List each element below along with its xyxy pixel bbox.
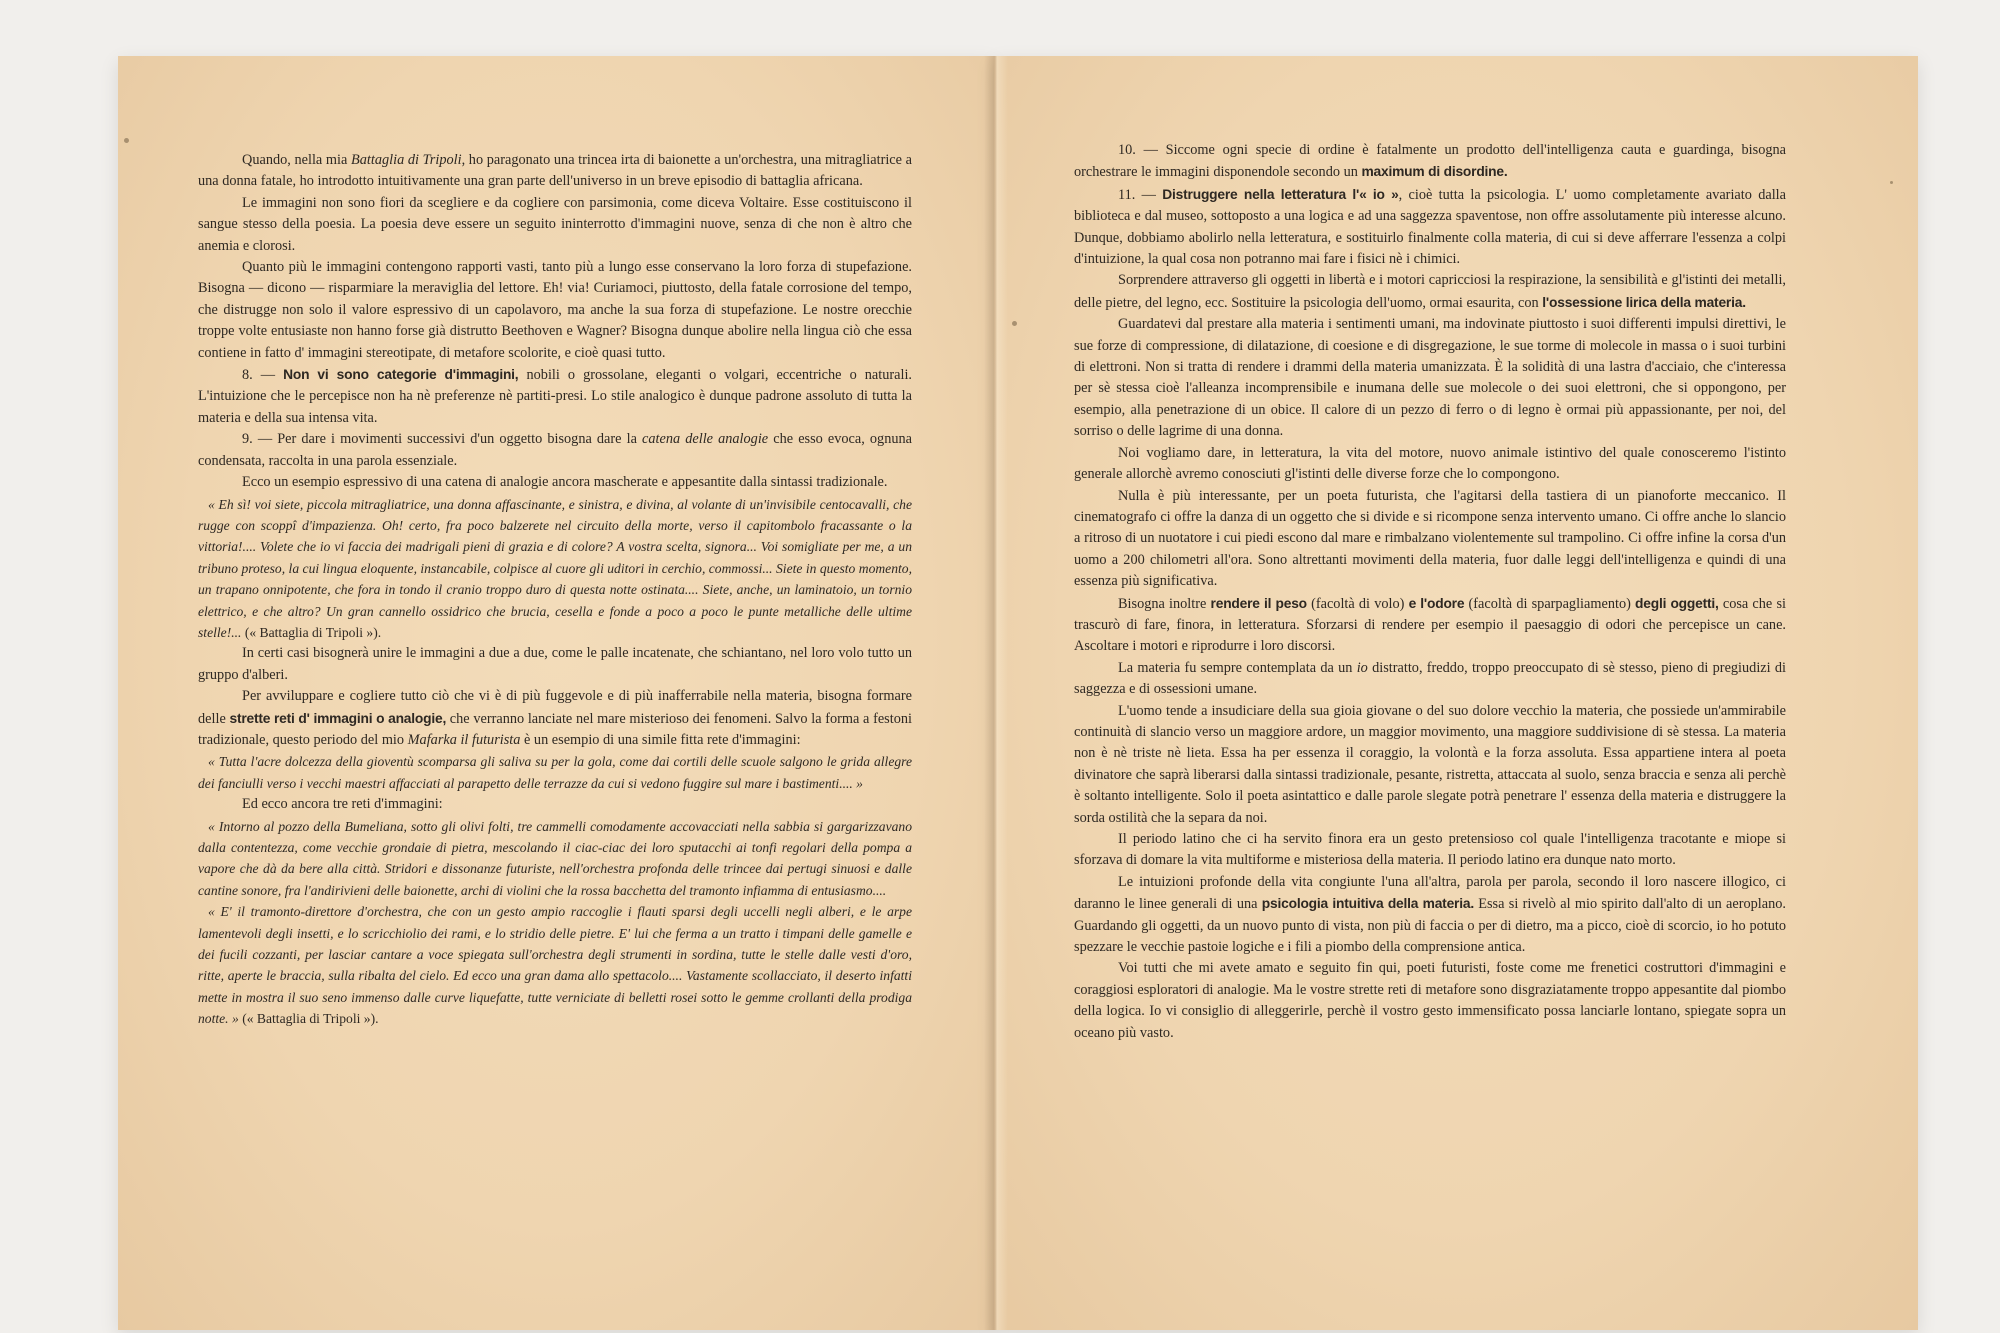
- bold-phrase: strette reti d' immagini o analogie,: [229, 710, 447, 726]
- paragraph: [1074, 658, 1786, 701]
- text-run: (facoltà di volo): [1306, 595, 1409, 612]
- paragraph: [198, 686, 912, 751]
- text-run: nobili o grossolane, eleganti o volgari, eccentriche o naturali. L'intuizione che le percepisce non ha nè preferenze nè partiti-presi. Lo stile analogico è dunque padrone assoluto di tutta la materia e della sua intensa vita.: [198, 367, 912, 426]
- paragraph: [1074, 701, 1786, 829]
- text-run: Essa si rivelò al mio spirito dall'alto di un aeroplano. Guardando gli oggetti, da un nuovo punto di vista, non più di faccia o per di dietro, ma a picco, cioè di scorcio, io ho potuto spezzare le vecchie pastoie logiche e i fili a piombo della comprensione antica.: [1074, 896, 1786, 956]
- text-run: 10. — Siccome ogni specie di ordine è fatalmente un prodotto dell'intelligenza cauta e guardinga, bisogna orchestrare le immagini disponendole secondo un: [1074, 142, 1786, 181]
- bold-phrase: Distruggere nella letteratura l'« io »: [1162, 186, 1399, 202]
- bold-phrase: e l'odore: [1408, 595, 1465, 611]
- text-run: Bisogna inoltre: [1118, 595, 1211, 612]
- right-page: [994, 56, 1918, 1330]
- quotation-paragraph: [198, 901, 912, 1029]
- left-page: [118, 56, 994, 1330]
- paragraph: [1074, 593, 1786, 658]
- text-run: cosa che si trascurò di fare, finora, in letteratura. Sforzarsi di rendere per esempio il paesaggio di odori che percepisce un cane. Ascoltare i motori e riprodurre i loro discorsi.: [1074, 595, 1786, 655]
- bold-phrase: l'ossessione lirica della materia.: [1542, 294, 1746, 310]
- paragraph: [198, 794, 912, 815]
- text-run: Per avviluppare e cogliere tutto ciò che vi è di più fuggevole e di più inafferrabile nella materia, bisogna formare delle: [198, 688, 912, 727]
- page-speck: [1012, 321, 1017, 326]
- book-gutter: [984, 56, 1008, 1330]
- text-run: 8. —: [242, 367, 284, 384]
- paragraph: [1074, 958, 1786, 1044]
- text-run: , ho paragonato una trincea irta di baionette a un'orchestra, una mitragliatrice a una donna fatale, ho introdotto intuitivamente una gran parte dell'universo in un breve episodio di battaglia africana.: [198, 152, 912, 190]
- text-run: Il periodo latino che ci ha servito finora era un gesto pretensioso col quale l'intelligenza tracotante e miope si sforzava di domare la vita multiforme e misteriosa della materia. Il periodo latino era dunque nato morto.: [1074, 831, 1786, 869]
- paragraph: [1074, 829, 1786, 872]
- page-speck: [1890, 181, 1893, 184]
- quotation-paragraph: [198, 751, 912, 794]
- text-run: Le intuizioni profonde della vita congiunte l'una all'altra, parola per parola, secondo il loro nascere illogico, ci daranno le linee generali di una: [1074, 873, 1786, 913]
- paragraph: [198, 257, 912, 364]
- italic-phrase: catena delle analogie: [642, 431, 769, 448]
- text-run: Quando, nella mia: [242, 152, 351, 168]
- paragraph: [198, 193, 912, 257]
- text-run: è un esempio di una simile fitta rete d'immagini:: [520, 731, 801, 748]
- paragraph: [1074, 184, 1786, 271]
- text-run: (« Battaglia di Tripoli »).: [244, 624, 382, 640]
- bold-phrase: maximum di disordine.: [1361, 164, 1508, 180]
- italic-phrase: Battaglia di Tripoli: [351, 152, 462, 168]
- left-page-text: [198, 150, 912, 1030]
- text-run: 9. — Per dare i movimenti successivi d'un oggetto bisogna dare la: [242, 431, 643, 448]
- text-run: Guardatevi dal prestare alla materia i sentimenti umani, ma indovinate piuttosto i suoi differenti impulsi direttivi, le sue forze di compressione, di dilatazione, di coesione e di disgregazione, le sue torme di molecole in massa o i suoi turbini di elettroni. Non si tratta di rendere i drammi della materia umanizzata. È la solidità di una lastra d'acciaio, che c'interessa per sè stessa cioè l'alleanza incomprensibile e inumana delle sue molecole o dei suoi elettroni, che si oppongono, per esempio, alla penetrazione di un obice. Il calore di un pezzo di ferro o di legno è ormai più appassionante, per noi, del sorriso o delle lagrime di una donna.: [1074, 316, 1786, 440]
- bold-phrase: Non vi sono categorie d'immagini,: [283, 367, 519, 383]
- bold-phrase: degli oggetti,: [1635, 595, 1719, 611]
- text-run: Le immagini non sono fiori da scegliere e da cogliere con parsimonia, come diceva Voltaire. Esse costituiscono il sangue stesso della poesia. La poesia deve essere un seguito ininterrotto d'immagini nuove, senza di che non è altro che anemia e clorosi.: [198, 194, 912, 254]
- text-run: (« Battaglia di Tripoli »).: [242, 1011, 379, 1027]
- text-run: Quanto più le immagini contengono rapporti vasti, tanto più a lungo esse conservano la loro forza di stupefazione. Bisogna — dicono — risparmiare la meraviglia del lettore. Eh! via! Curiamoci, piuttosto, della fatale corrosione del tempo, che distrugge non solo il valore espressivo di un capolavoro, ma anche la sua forza di stupefazione. Le nostre orecchie troppe volte entusiaste non hanno forse già distrutto Beethoven e Wagner? Bisogna dunque abolire nella lingua ciò che essa contiene in fatto d' immagini stereotipate, di metafore scolorite, e cioè quasi tutto.: [198, 259, 912, 361]
- book-spread: [118, 56, 1918, 1330]
- quotation-paragraph: [198, 816, 912, 902]
- paragraph: [1074, 486, 1786, 593]
- page-speck: [124, 138, 129, 143]
- bold-phrase: psicologia intuitiva della materia.: [1261, 896, 1474, 912]
- italic-phrase: io: [1356, 659, 1368, 676]
- paragraph: [198, 429, 912, 472]
- text-run: In certi casi bisognerà unire le immagini a due a due, come le palle incatenate, che schiantano, nel loro volo tutto un gruppo d'alberi.: [198, 645, 912, 683]
- text-run: « Tutta l'acre dolcezza della gioventù scomparsa gli saliva su per la gola, come dai cortili delle scuole salgono le grida allegre dei fanciulli verso i vecchi maestri affacciati al parapetto delle terrazze da cui si vedono fuggire sul mare i bastimenti.... »: [198, 754, 912, 791]
- paragraph: [198, 364, 912, 429]
- text-run: Voi tutti che mi avete amato e seguito fin qui, poeti futuristi, foste come me frenetici costruttori d'immagini e coraggiosi esploratori di analogie. Ma le vostre strette reti di metafore sono disgraziatamente troppo appesantite dal piombo della logica. Io vi consiglio di alleggerirle, perchè il vostro gesto immensificato possa lanciarle lontano, spiegate sopra un oceano più vasto.: [1074, 960, 1786, 1041]
- text-run: La materia fu sempre contemplata da un: [1118, 659, 1357, 676]
- text-run: Ecco un esempio espressivo di una catena di analogie ancora mascherate e appesantite dalla sintassi tradizionale.: [242, 474, 888, 491]
- text-run: Noi vogliamo dare, in letteratura, la vita del motore, nuovo animale istintivo del quale conosceremo l'istinto generale allorchè avremo conosciuti gl'istinti delle diverse forze che lo compongono.: [1074, 444, 1786, 483]
- right-page-text: [1074, 140, 1786, 1044]
- paragraph: [198, 472, 912, 493]
- quotation-paragraph: [198, 494, 912, 644]
- paragraph: [1074, 270, 1786, 314]
- text-run: che verranno lanciate nel mare misterioso dei fenomeni. Salvo la forma a festoni tradizionale, questo periodo del mio: [198, 710, 912, 748]
- paragraph: [1074, 872, 1786, 959]
- paragraph: [198, 643, 912, 686]
- text-run: , cioè tutta la psicologia. L' uomo completamente avariato dalla biblioteca e dal museo, sottoposto a una logica e ad una saggezza spaventose, non offre assolutamente più interesse alcuno. Dunque, dobbiamo abolirlo nella letteratura, e sostituirlo finalmente colla materia, di cui si deve afferrare l'essenza a colpi d'intuizione, la qual cosa non potranno mai fare i fisici nè i chimici.: [1074, 186, 1786, 268]
- text-run: che esso evoca, ognuna condensata, raccolta in una parola essenziale.: [198, 431, 912, 469]
- text-run: 11. —: [1118, 186, 1163, 203]
- text-run: Ed ecco ancora tre reti d'immagini:: [242, 796, 443, 813]
- text-run: « E' il tramonto-direttore d'orchestra, che con un gesto ampio raccoglie i flauti sparsi degli uccelli negli alberi, e le arpe lamentevoli degli insetti, e lo scricchiolio dei rami, e lo stridio delle pietre. E' lui che ferma a un tratto i timpani delle gamelle e dei fucili cozzanti, per lasciar cantare a voce spiegata sull'orchestra degli strumenti in sordina, tutte le stelle dalle vesti d'oro, ritte, aperte le braccia, sulla ribalta del cielo. Ed ecco una gran dama allo spettacolo.... Vastamente scollacciato, il deserto infatti mette in mostra il suo seno immenso dalle curve liquefatte, tutte verniciate di belletti rosei sotto le gemme crollanti della prodiga notte. »: [198, 904, 912, 1027]
- text-run: Nulla è più interessante, per un poeta futurista, che l'agitarsi della tastiera di un pianoforte meccanico. Il cinematografo ci offre la danza di un oggetto che si divide e si ricompone senza intervento umano. Ci offre anche lo slancio a ritroso di un nuotatore i cui piedi escono dal mare e rimbalzano violentemente sul trampolino. Ci offre infine la corsa d'un uomo a 200 chilometri all'ora. Sono altrettanti movimenti della materia, fuor dalle leggi dell'intelligenza e quindi di una essenza più significativa.: [1074, 487, 1786, 590]
- text-run: distratto, freddo, troppo preoccupato di sè stesso, pieno di pregiudizi di saggezza e di ossessioni umane.: [1074, 659, 1787, 698]
- paragraph: [198, 150, 912, 193]
- paragraph: [1074, 314, 1786, 442]
- bold-phrase: rendere il peso: [1210, 595, 1307, 611]
- text-run: « Eh sì! voi siete, piccola mitragliatrice, una donna affascinante, e sinistra, e divina, al volante di un'invisibile centocavalli, che rugge con scoppî d'impazienza. Oh! certo, fra poco balzerete nel circuito della morte, verso il capitombolo fracassante o la vittoria!.... Volete che io vi faccia dei madrigali pieni di grazia e di colore? A vostra scelta, signora... Voi somigliate per me, a un tribuno proteso, la cui lingua eloquente, instancabile, colpisce al cuore gli uditori in cerchio, commossi... Siete in questo momento, un trapano onnipotente, che fora in tondo il cranio troppo duro di questa notte ostinata.... Siete, anche, un laminatoio, un tornio elettrico, e che altro? Un gran cannello ossidrico che brucia, cesella e fonde a poco a poco le punte metalliche delle ultime stelle!...: [198, 496, 912, 640]
- paragraph: [1074, 443, 1786, 486]
- text-run: Sorprendere attraverso gli oggetti in libertà e i motori capricciosi la respirazione, la sensibilità e gl'istinti dei metalli, delle pietre, del legno, ecc. Sostituire la psicologia dell'uomo, ormai esaurita, con: [1074, 272, 1786, 311]
- text-run: « Intorno al pozzo della Bumeliana, sotto gli olivi folti, tre cammelli comodamente accovacciati nella sabbia si gargarizzavano dalla contentezza, come vecchie grondaie di pietra, mescolando il ciac-ciac dei loro sputacchi ai tonfi regolari della pompa a vapore che dà da bere alla città. Stridori e dissonanze futuriste, nell'orchestra profonda delle trincee dai pertugi sinuosi e dalle cantine sonore, fra l'andirivieni delle baionette, archi di violini che la rossa bacchetta del tramonto infiamma di entusiasmo....: [198, 818, 912, 898]
- text-run: (facoltà di sparpagliamento): [1464, 595, 1636, 612]
- italic-phrase: Mafarka il futurista: [407, 731, 521, 748]
- text-run: L'uomo tende a insudiciare della sua gioia giovane o del suo dolore vecchio la materia, che possiede un'ammirabile continuità di slancio verso un maggiore ardore, un maggior movimento, una maggiore suddivisione di sè stessa. La materia non è nè triste nè lieta. Essa ha per essenza il coraggio, la volontà e la forza assoluta. Essa appartiene intera al poeta divinatore che saprà liberarsi dalla sintassi tradizionale, pesante, ristretta, attaccata al suolo, senza braccia e senza ali perchè è soltanto intelligente. Solo il poeta asintattico e dalle parole slegate potrà penetrare l' essenza della materia e distruggere la sorda ostilità che la separa da noi.: [1074, 702, 1786, 826]
- paragraph: [1074, 140, 1786, 184]
